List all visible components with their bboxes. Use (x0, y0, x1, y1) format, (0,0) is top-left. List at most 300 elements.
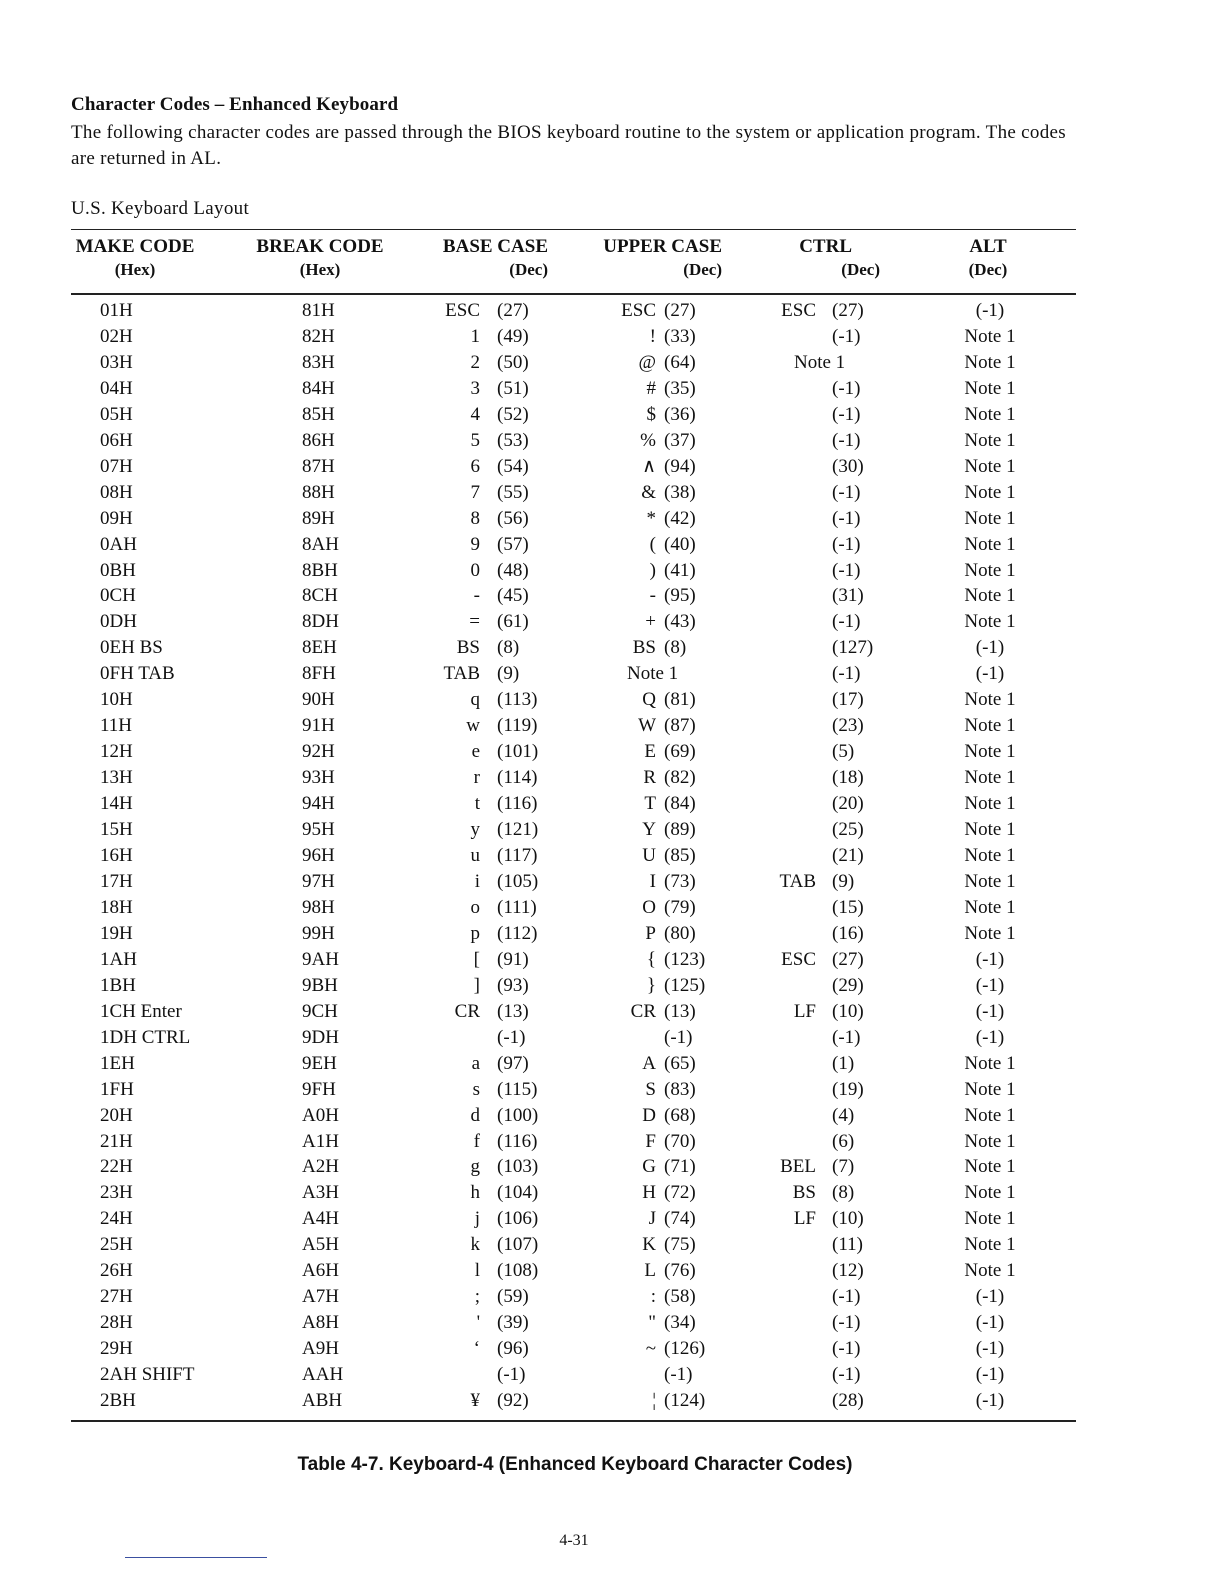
base-case-code: (112) (497, 922, 538, 944)
base-case-code: (100) (497, 1104, 539, 1126)
ctrl-code: (25) (832, 819, 864, 841)
upper-case-symbol: ! (649, 325, 656, 347)
base-case-symbol: = (469, 611, 480, 633)
make-code-cell: 0EH BS (100, 637, 163, 659)
base-case-code: (8) (497, 637, 520, 659)
table-row (0, 456, 1224, 482)
base-case-symbol: r (473, 767, 480, 789)
break-code-cell: 83H (302, 351, 335, 373)
upper-case-code: (72) (664, 1182, 696, 1204)
make-code-cell: 21H (100, 1130, 133, 1152)
make-code-cell: 0BH (100, 559, 136, 581)
base-case-symbol: ; (474, 1286, 480, 1308)
upper-case-code: (87) (664, 715, 696, 737)
base-case-symbol: TAB (443, 663, 480, 685)
upper-case-symbol: + (645, 611, 656, 633)
ctrl-code: (6) (832, 1130, 855, 1152)
ctrl-code: (12) (832, 1260, 864, 1282)
ctrl-symbol: BS (792, 1182, 816, 1204)
base-case-symbol: BS (456, 637, 480, 659)
upper-case-symbol: : (650, 1286, 656, 1308)
table-row (0, 430, 1224, 456)
upper-case-symbol: & (641, 481, 656, 503)
ctrl-code: (4) (832, 1104, 855, 1126)
ctrl-code: (31) (832, 585, 864, 607)
break-code-cell: 9AH (302, 948, 339, 970)
base-case-symbol: s (472, 1078, 480, 1100)
upper-case-symbol: H (642, 1182, 656, 1204)
alt-cell: Note 1 (964, 870, 1016, 892)
base-case-symbol: CR (454, 1000, 480, 1022)
upper-case-symbol: BS (632, 637, 656, 659)
ctrl-code: (20) (832, 793, 864, 815)
break-code-cell: 96H (302, 845, 335, 867)
make-code-cell: 22H (100, 1156, 133, 1178)
break-code-cell: 97H (302, 870, 335, 892)
ctrl-code: (-1) (832, 1312, 861, 1334)
page-number: 4-31 (559, 1532, 589, 1549)
upper-case-symbol: R (643, 767, 656, 789)
break-code-cell: A9H (302, 1338, 339, 1360)
table-row (0, 1027, 1224, 1053)
make-code-cell: 25H (100, 1234, 133, 1256)
alt-cell: (-1) (975, 663, 1005, 685)
break-code-cell: 99H (302, 922, 335, 944)
make-code-cell: 1BH (100, 974, 136, 996)
alt-cell: Note 1 (964, 741, 1016, 763)
alt-cell: Note 1 (964, 1260, 1016, 1282)
break-code-cell: AAH (302, 1364, 344, 1386)
ctrl-code: (11) (832, 1234, 863, 1256)
table-row (0, 1079, 1224, 1105)
base-case-symbol: j (474, 1208, 480, 1230)
base-case-symbol: d (470, 1104, 480, 1126)
table-row (0, 637, 1224, 663)
base-case-symbol: a (471, 1052, 480, 1074)
upper-case-symbol: W (638, 715, 656, 737)
base-case-code: (49) (497, 325, 529, 347)
ctrl-code: (10) (832, 1000, 864, 1022)
table-bottom-rule (71, 1420, 1076, 1422)
upper-case-code: (89) (664, 819, 696, 841)
table-caption: Table 4-7. Keyboard-4 (Enhanced Keyboard Character Codes) (297, 1454, 853, 1475)
alt-cell: Note 1 (964, 325, 1016, 347)
ctrl-code: (-1) (832, 533, 861, 555)
upper-case-code: (70) (664, 1130, 696, 1152)
table-row (0, 1156, 1224, 1182)
alt-cell: Note 1 (964, 1078, 1016, 1100)
upper-case-code: (95) (664, 585, 696, 607)
base-case-code: (45) (497, 585, 529, 607)
base-case-symbol: [ (473, 948, 480, 970)
ctrl-code: (1) (832, 1052, 855, 1074)
upper-case-code: (37) (664, 429, 696, 451)
ctrl-code: (16) (832, 922, 864, 944)
table-row (0, 482, 1224, 508)
alt-cell: Note 1 (964, 507, 1016, 529)
make-code-cell: 02H (100, 325, 133, 347)
base-case-code: (92) (497, 1390, 529, 1412)
alt-cell: (-1) (975, 1026, 1005, 1048)
upper-case-code: (13) (664, 1000, 696, 1022)
alt-cell: (-1) (975, 300, 1005, 321)
base-case-code: (9) (497, 663, 520, 685)
upper-case-code: (38) (664, 481, 696, 503)
base-case-code: (107) (497, 1234, 539, 1256)
alt-cell: Note 1 (964, 1130, 1016, 1152)
break-code-cell: 89H (302, 507, 335, 529)
upper-case-symbol: # (646, 377, 656, 399)
table-row (0, 897, 1224, 923)
make-code-cell: 03H (100, 351, 133, 373)
intro-paragraph: The following character codes are passed through the BIOS keyboard routine to the system or application program. The codes are returned in AL. (71, 122, 1066, 169)
make-code-cell: 10H (100, 689, 133, 711)
ctrl-code: (17) (832, 689, 864, 711)
ctrl-symbol: LF (793, 1208, 816, 1230)
upper-case-symbol: ∧ (642, 455, 656, 477)
break-code-cell: 98H (302, 896, 335, 918)
make-code-cell: 1FH (100, 1078, 134, 1100)
table-row (0, 1105, 1224, 1131)
footer-line (125, 1557, 267, 1558)
upper-case-code: (-1) (664, 1364, 693, 1386)
upper-case-code: (69) (664, 741, 696, 763)
table-row (0, 1390, 1224, 1416)
ctrl-code: (-1) (832, 663, 861, 685)
upper-case-symbol: T (644, 793, 656, 815)
base-case-symbol: f (473, 1130, 480, 1152)
alt-cell: (-1) (975, 1338, 1005, 1360)
upper-case-code: (34) (664, 1312, 696, 1334)
alt-cell: Note 1 (964, 819, 1016, 841)
make-code-cell: 09H (100, 507, 133, 529)
upper-case-symbol: Q (642, 689, 656, 711)
table-row (0, 404, 1224, 430)
column-header-base-case: BASE CASE (Dec) (442, 236, 548, 279)
column-header-make-code: MAKE CODE (Hex) (75, 236, 195, 279)
upper-case-symbol: " (648, 1312, 656, 1334)
ctrl-code: (30) (832, 455, 864, 477)
upper-case-code: (125) (664, 974, 706, 996)
base-case-symbol: ] (473, 974, 480, 996)
break-code-cell: 87H (302, 455, 335, 477)
upper-case-code: (71) (664, 1156, 696, 1178)
make-code-cell: 28H (100, 1312, 133, 1334)
upper-case-code: (84) (664, 793, 696, 815)
alt-cell: (-1) (975, 1390, 1005, 1412)
ctrl-code: (23) (832, 715, 864, 737)
base-case-symbol: w (466, 715, 480, 737)
break-code-cell: 85H (302, 403, 335, 425)
upper-case-symbol: ESC (621, 300, 656, 321)
make-code-cell: 14H (100, 793, 133, 815)
table-row (0, 378, 1224, 404)
base-case-code: (51) (497, 377, 529, 399)
base-case-symbol: 1 (470, 325, 480, 347)
table-row (0, 663, 1224, 689)
base-case-code: (54) (497, 455, 529, 477)
upper-case-code: (83) (664, 1078, 696, 1100)
upper-case-code: (126) (664, 1338, 706, 1360)
upper-case-code: (35) (664, 377, 696, 399)
ctrl-code: (-1) (832, 1364, 861, 1386)
base-case-code: (114) (497, 767, 538, 789)
base-case-code: (115) (497, 1078, 538, 1100)
upper-case-code: (43) (664, 611, 696, 633)
break-code-cell: 8AH (302, 533, 339, 555)
break-code-cell: A8H (302, 1312, 339, 1334)
make-code-cell: 1EH (100, 1052, 135, 1074)
ctrl-code: (9) (832, 870, 855, 892)
base-case-code: (106) (497, 1208, 539, 1230)
upper-case-symbol: $ (646, 403, 656, 425)
alt-cell: Note 1 (964, 715, 1016, 737)
make-code-cell: 07H (100, 455, 133, 477)
make-code-cell: 0CH (100, 585, 136, 607)
make-code-cell: 20H (100, 1104, 133, 1126)
ctrl-code: (7) (832, 1156, 855, 1178)
make-code-cell: 13H (100, 767, 133, 789)
base-case-code: (113) (497, 689, 538, 711)
base-case-code: (55) (497, 481, 529, 503)
table-row (0, 1312, 1224, 1338)
upper-case-code: (82) (664, 767, 696, 789)
alt-cell: (-1) (975, 1000, 1005, 1022)
base-case-symbol: 8 (470, 507, 480, 529)
upper-case-symbol: P (645, 922, 656, 944)
table-row (0, 534, 1224, 560)
ctrl-code: (28) (832, 1390, 864, 1412)
alt-cell: Note 1 (964, 767, 1016, 789)
base-case-symbol: o (470, 896, 480, 918)
make-code-cell: 2BH (100, 1390, 136, 1412)
alt-cell: Note 1 (964, 1208, 1016, 1230)
break-code-cell: 93H (302, 767, 335, 789)
ctrl-symbol: BEL (780, 1156, 816, 1178)
table-row (0, 300, 1224, 326)
upper-case-code: (68) (664, 1104, 696, 1126)
base-case-code: (-1) (497, 1364, 526, 1386)
upper-case-code: (8) (664, 637, 687, 659)
base-case-code: (53) (497, 429, 529, 451)
table-row (0, 871, 1224, 897)
ctrl-code: (18) (832, 767, 864, 789)
base-case-symbol: q (470, 689, 480, 711)
make-code-cell: 1AH (100, 948, 137, 970)
upper-case-symbol: K (642, 1234, 656, 1256)
break-code-cell: 88H (302, 481, 335, 503)
upper-case-code: (76) (664, 1260, 696, 1282)
upper-case-code: (73) (664, 870, 696, 892)
make-code-cell: 16H (100, 845, 133, 867)
base-case-code: (116) (497, 793, 538, 815)
ctrl-code: (15) (832, 896, 864, 918)
ctrl-code: (27) (832, 948, 864, 970)
upper-case-code: (27) (664, 300, 696, 321)
base-case-symbol: - (473, 585, 480, 607)
table-row (0, 585, 1224, 611)
ctrl-code: (-1) (832, 1026, 861, 1048)
base-case-symbol: 0 (470, 559, 480, 581)
upper-case-note: Note 1 (627, 663, 679, 685)
break-code-cell: A6H (302, 1260, 339, 1282)
base-case-symbol: ESC (445, 300, 480, 321)
make-code-cell: 15H (100, 819, 133, 841)
upper-case-symbol: A (642, 1052, 656, 1074)
break-code-cell: 86H (302, 429, 335, 451)
base-case-symbol: i (474, 870, 480, 892)
base-case-symbol: u (470, 845, 480, 867)
break-code-cell: 94H (302, 793, 335, 815)
upper-case-code: (36) (664, 403, 696, 425)
upper-case-symbol: E (644, 741, 656, 763)
table-row (0, 1208, 1224, 1234)
alt-cell: (-1) (975, 637, 1005, 659)
alt-cell: Note 1 (964, 1052, 1016, 1074)
table-row (0, 819, 1224, 845)
alt-cell: Note 1 (964, 1182, 1016, 1204)
break-code-cell: A7H (302, 1286, 339, 1308)
base-case-code: (96) (497, 1338, 529, 1360)
ctrl-code: (27) (832, 300, 864, 321)
table-row (0, 1286, 1224, 1312)
table-row (0, 1260, 1224, 1286)
alt-cell: Note 1 (964, 377, 1016, 399)
upper-case-code: (41) (664, 559, 696, 581)
make-code-cell: 0DH (100, 611, 137, 633)
ctrl-code: (29) (832, 974, 864, 996)
base-case-code: (56) (497, 507, 529, 529)
make-code-cell: 04H (100, 377, 133, 399)
break-code-cell: ABH (302, 1390, 343, 1412)
base-case-symbol: 2 (470, 351, 480, 373)
break-code-cell: A0H (302, 1104, 339, 1126)
break-code-cell: 95H (302, 819, 335, 841)
table-row (0, 508, 1224, 534)
upper-case-symbol: ¦ (652, 1390, 656, 1412)
make-code-cell: 0FH TAB (100, 663, 175, 685)
base-case-code: (48) (497, 559, 529, 581)
upper-case-symbol: F (645, 1130, 656, 1152)
upper-case-code: (64) (664, 351, 696, 373)
table-row (0, 741, 1224, 767)
base-case-symbol: ¥ (470, 1390, 480, 1412)
upper-case-symbol: % (640, 429, 656, 451)
base-case-code: (91) (497, 948, 529, 970)
ctrl-code: (5) (832, 741, 855, 763)
break-code-cell: 9BH (302, 974, 338, 996)
base-case-code: (103) (497, 1156, 539, 1178)
make-code-cell: 05H (100, 403, 133, 425)
break-code-cell: 9CH (302, 1000, 338, 1022)
table-row (0, 1234, 1224, 1260)
make-code-cell: 1CH Enter (100, 1000, 182, 1022)
base-case-symbol: ‘ (473, 1338, 480, 1360)
base-case-code: (117) (497, 845, 538, 867)
base-case-code: (111) (497, 896, 537, 918)
alt-cell: Note 1 (964, 1156, 1016, 1178)
break-code-cell: A4H (302, 1208, 339, 1230)
table-row (0, 611, 1224, 637)
alt-cell: (-1) (975, 1286, 1005, 1308)
column-header-ctrl: CTRL (Dec) (799, 236, 880, 279)
base-case-code: (39) (497, 1312, 529, 1334)
upper-case-symbol: { (646, 948, 656, 970)
table-top-rule (71, 229, 1076, 230)
make-code-cell: 27H (100, 1286, 133, 1308)
upper-case-code: (40) (664, 533, 696, 555)
alt-cell: Note 1 (964, 403, 1016, 425)
table-row (0, 1053, 1224, 1079)
base-case-symbol: 6 (470, 455, 480, 477)
ctrl-code: (-1) (832, 481, 861, 503)
table-row (0, 1338, 1224, 1364)
base-case-code: (101) (497, 741, 539, 763)
base-case-code: (121) (497, 819, 539, 841)
base-case-symbol: y (470, 819, 480, 841)
make-code-cell: 11H (100, 715, 133, 737)
base-case-symbol: l (474, 1260, 480, 1282)
make-code-cell: 18H (100, 896, 133, 918)
column-header-alt: ALT (Dec) (968, 236, 1008, 279)
alt-cell: Note 1 (964, 585, 1016, 607)
alt-cell: Note 1 (964, 481, 1016, 503)
base-case-code: (108) (497, 1260, 539, 1282)
break-code-cell: A5H (302, 1234, 339, 1256)
ctrl-code: (-1) (832, 611, 861, 633)
break-code-cell: A1H (302, 1130, 339, 1152)
upper-case-symbol: O (642, 896, 656, 918)
base-case-code: (52) (497, 403, 529, 425)
ctrl-code: (-1) (832, 325, 861, 347)
alt-cell: Note 1 (964, 845, 1016, 867)
upper-case-code: (-1) (664, 1026, 693, 1048)
base-case-code: (59) (497, 1286, 529, 1308)
ctrl-code: (127) (832, 637, 874, 659)
break-code-cell: 9EH (302, 1052, 337, 1074)
upper-case-symbol: U (642, 845, 656, 867)
base-case-symbol: p (470, 922, 480, 944)
upper-case-code: (81) (664, 689, 696, 711)
ctrl-code: (8) (832, 1182, 855, 1204)
make-code-cell: 1DH CTRL (100, 1026, 191, 1048)
break-code-cell: 81H (302, 300, 335, 321)
make-code-cell: 01H (100, 300, 133, 321)
alt-cell: Note 1 (964, 455, 1016, 477)
base-case-code: (104) (497, 1182, 539, 1204)
alt-cell: (-1) (975, 948, 1005, 970)
alt-cell: Note 1 (964, 351, 1016, 373)
make-code-cell: 12H (100, 741, 133, 763)
column-header-upper-case: UPPER CASE (Dec) (603, 236, 722, 279)
alt-cell: Note 1 (964, 793, 1016, 815)
alt-cell: (-1) (975, 974, 1005, 996)
table-row (0, 326, 1224, 352)
break-code-cell: A3H (302, 1182, 339, 1204)
base-case-symbol: g (470, 1156, 480, 1178)
base-case-code: (61) (497, 611, 529, 633)
table-row (0, 975, 1224, 1001)
alt-cell: Note 1 (964, 922, 1016, 944)
upper-case-symbol: I (649, 870, 656, 892)
ctrl-code: (21) (832, 845, 864, 867)
upper-case-code: (94) (664, 455, 696, 477)
upper-case-code: (80) (664, 922, 696, 944)
ctrl-code: (-1) (832, 1286, 861, 1308)
section-heading: Character Codes – Enhanced Keyboard (71, 94, 399, 115)
base-case-symbol: 9 (470, 533, 480, 555)
ctrl-symbol: LF (793, 1000, 816, 1022)
